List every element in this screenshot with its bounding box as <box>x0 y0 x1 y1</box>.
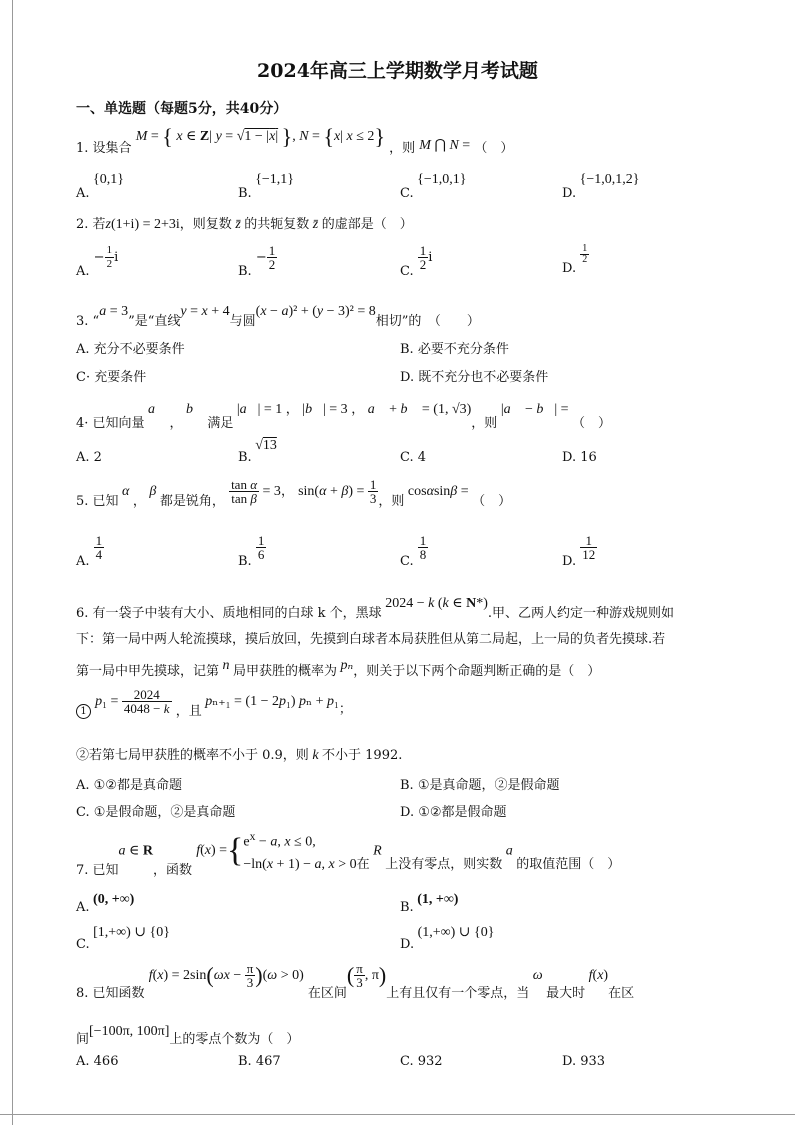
q3-option-d[interactable]: D. 既不充分也不必要条件 <box>400 370 549 385</box>
q2-option-a[interactable]: A. − $\frac{1}{2}$ i <box>76 244 119 279</box>
q5-option-c[interactable]: C. $\frac{1}{8}$ <box>400 533 427 569</box>
question-5: 5. 已知 α ， β 都是锐角， $\frac{\text{tan α}}{\text{tan β}}$ = 3， sin(α + β) = $\frac{1}{3}$ ，则 cosαsinβ = （ ） <box>76 477 512 509</box>
q3-option-b[interactable]: B. 必要不充分条件 <box>400 342 509 357</box>
q6-proposition-2: ②若第七局甲获胜的概率不小于 0.9，则 k 不小于 1992. <box>76 748 403 763</box>
q1-sets: M = { x ∈ Z| y = √1 − |x| }, N = {x| x ≤ 2} <box>135 124 385 149</box>
q8-option-c[interactable]: C. 932 <box>400 1054 443 1069</box>
question-3: 3. “a = 3”是“直线y = x + 4与圆(x − a)² + (y − 3)² = 8相切”的 （ ） <box>76 304 480 329</box>
q6-proposition-1: 1 p₁ = $\frac{2024}{4048 - k}$ ，且 pₙ₊₁ = (1 − 2p₁) pₙ + p₁； <box>76 688 352 715</box>
bottom-border <box>0 1114 795 1115</box>
left-border <box>12 0 13 1125</box>
q6-option-c[interactable]: C. ①是假命题，②是真命题 <box>76 805 236 820</box>
q4-option-d[interactable]: D. 16 <box>562 450 597 465</box>
q8-option-b[interactable]: B. 467 <box>238 1054 281 1069</box>
question-6-line-2: 下：第一局中两人轮流摸球，摸后放回，先摸到白球者本局获胜但从第二局起，上一局的负者先摸球.若 <box>76 632 666 647</box>
q2-option-b[interactable]: B. − $\frac{1}{2}$ <box>238 243 276 279</box>
q4-option-b[interactable]: B. √13 <box>238 438 277 465</box>
q7-option-d[interactable]: D. (1,+∞) ∪ {0} <box>400 925 495 952</box>
q8-option-a[interactable]: A. 466 <box>76 1054 119 1069</box>
q7-option-c[interactable]: C. [1,+∞) ∪ {0} <box>76 925 170 952</box>
q6-option-a[interactable]: A. ①②都是真命题 <box>76 778 182 793</box>
q4-option-a[interactable]: A. 2 <box>76 450 102 465</box>
q1-option-b[interactable]: B. {−1,1} <box>238 172 295 201</box>
q7-option-a[interactable]: A. (0, +∞) <box>76 892 135 915</box>
q1-option-c[interactable]: C. {−1,0,1} <box>400 172 467 201</box>
page-title: 2024年高三上学期数学月考试题 <box>257 60 538 82</box>
q3-option-a[interactable]: A. 充分不必要条件 <box>76 342 185 357</box>
question-6-line-3: 第一局中甲先摸球，记第 n 局甲获胜的概率为 pₙ，则关于以下两个命题判断正确的是（ ） <box>76 658 601 679</box>
q1-option-d[interactable]: D. {−1,0,1,2} <box>562 172 640 201</box>
question-4: 4· 已知向量 a⃗ ， b⃗ 满足 |a⃗| = 1 ， |b⃗| = 3 ， a⃗ + b⃗ = (1, √3)，则 |a⃗ − b⃗| = （ ） <box>76 402 612 431</box>
q8-option-d[interactable]: D. 933 <box>562 1054 606 1069</box>
q1-option-a[interactable]: A. {0,1} <box>76 172 124 201</box>
q5-option-d[interactable]: D. $\frac{1}{12}$ <box>562 533 596 569</box>
q2-option-d[interactable]: D. $\frac{1}{2}$ <box>562 243 588 276</box>
q5-option-b[interactable]: B. $\frac{1}{6}$ <box>238 533 265 569</box>
q4-option-c[interactable]: C. 4 <box>400 450 427 465</box>
section-heading: 一、单选题（每题5分，共40分） <box>76 101 288 117</box>
question-8-line-2: 间[−100π, 100π]上的零点个数为（ ） <box>76 1024 300 1047</box>
q7-option-b[interactable]: B. (1, +∞) <box>400 892 459 915</box>
q6-option-d[interactable]: D. ①②都是假命题 <box>400 805 507 820</box>
question-7: 7. 已知a ∈ R，函数 $f(x) =\{e^x - a$, x ≤ 0, −ln(x + 1) − a, x > 0在 R 上没有零点，则实数 a 的取值范围（ ） <box>76 830 621 879</box>
q6-option-b[interactable]: B. ①是真命题，②是假命题 <box>400 778 560 793</box>
q2-option-c[interactable]: C. $\frac{1}{2}$ i <box>400 243 433 279</box>
question-2: 2. 若z(1+i) = 2+3i，则复数 z̄ 的共轭复数 z̄ 的虚部是（ ） <box>76 217 413 232</box>
q3-option-c[interactable]: C· 充要条件 <box>76 370 147 385</box>
question-8-line-1: 8. 已知函数 f(x) = 2sin(ωx − $\frac{\pi}{3}$ )(ω > 0) 在区间( $\frac{\pi}{3}$ , π)上有且仅有一个零点，当 ω 最大时 f(x)在区 <box>76 961 635 1001</box>
q5-option-a[interactable]: A. $\frac{1}{4}$ <box>76 533 103 569</box>
question-6-line-1: 6. 有一袋子中装有大小、质地相同的白球 k 个，黑球 2024 − k (k ∈ N*).甲、乙两人约定一种游戏规则如 <box>76 596 675 621</box>
question-1: 1. 设集合 M = { x ∈ Z| y = √1 − |x| }, N = {x| x ≤ 2} ，则 M ⋂ N = （ ） <box>76 124 514 157</box>
